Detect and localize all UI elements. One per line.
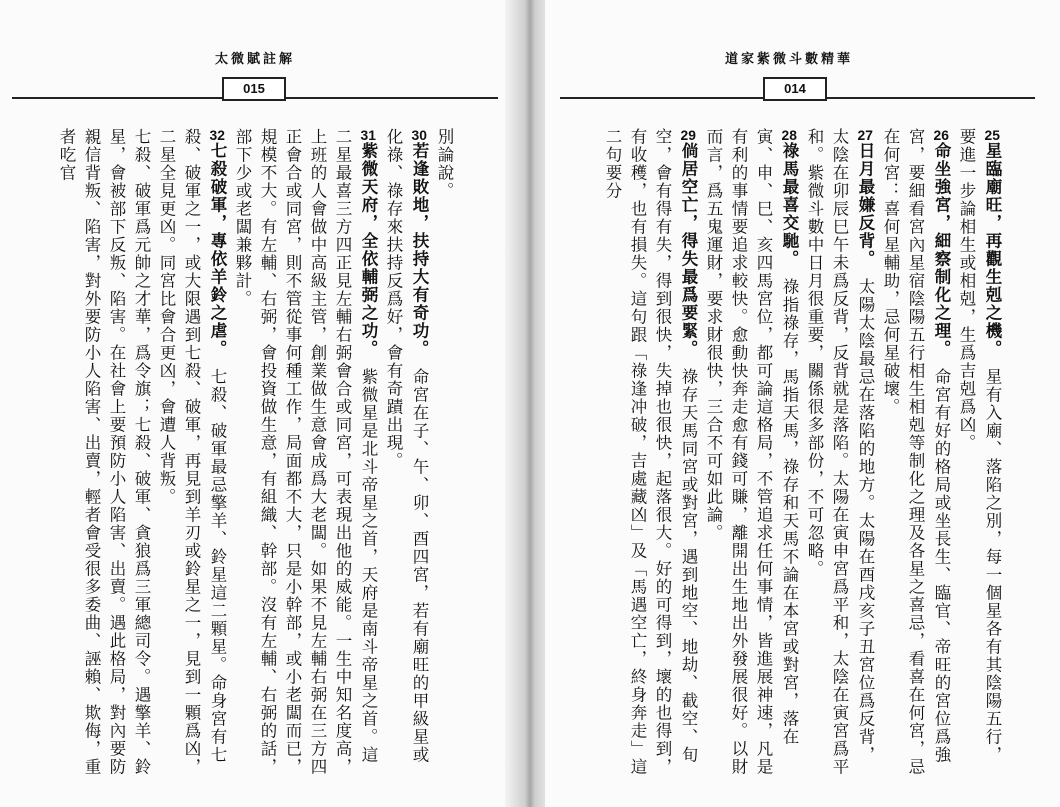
body-text [37, 128, 457, 778]
page-number: 014 [763, 77, 827, 101]
paragraph-text: 別論說。 [435, 128, 454, 200]
paragraph-heading: 日月最嫌反背。 [856, 142, 875, 260]
paragraph-text: 七殺、破軍爲元帥之才華，爲令旗；七殺、破軍、貪狼爲三軍總司令。遇擎羊、鈴星，會被部下反叛、陷害。在社會上要預防小人陷害、出賣。遇此格局，對內要防親信背叛、陷害，對外要防小人陷害、出賣，輕者會受很多委曲、誣賴、欺侮，重者吃官 [57, 128, 151, 776]
paragraph-text: 祿存天馬同宮或對宮，遇到地空、地劫、截空、旬空，會有得有失，得到很快，失掉也很快，起落很大。好的可得到，壞的也得到，有收穫，也有損失。這句跟「祿逢冲破，吉處藏凶」及「馬遇空亡，終身奔走」這二句要分 [603, 128, 698, 776]
paragraph-number: 29 [680, 128, 696, 142]
paragraph-heading: 祿馬最喜交馳。 [780, 142, 799, 260]
paragraph-heading: 命坐強宮，細察制化之理。 [932, 142, 951, 350]
paragraph-text: 七殺、破軍最忌擎羊、鈴星這二顆星。命身宮有七殺、破軍之一，或大限遇到七殺、破軍，再見到羊刃或鈴星之一，見到一顆爲凶，二星全見更凶。同宮比會合更凶，會遭人背叛。 [157, 128, 227, 776]
paragraph [54, 128, 154, 778]
paragraph [878, 128, 954, 778]
paragraph-text: 星有入廟、落陷之別，每一個星各有其陰陽五行，要進一步論相生或相剋，生爲吉剋爲凶。 [957, 128, 1002, 764]
paragraph-heading: 星臨廟旺，再觀生剋之機。 [983, 142, 1002, 350]
paragraph-number: 25 [984, 128, 1000, 142]
paragraph [954, 128, 1005, 778]
paragraph [432, 128, 457, 778]
paragraph-text: 紫微星是北斗帝星之首，天府是南斗帝星之首。這二星最喜三方四正見左輔右弼會合或同宮，可表現出他的威能。一生中知名度高，上班的人會做中高級主管，創業做生意會成爲大老闆。如果不見左輔右弼在三方四正會合或同宮，則不管從事何種工作，局面都不大，只是小幹部，或小老闆而已，規模不大。有左輔、右弼，會投資做生意，有組織、幹部。沒有左輔、右弼的話，部下少或老闆兼夥計。 [233, 128, 378, 776]
paragraph-text: 祿指祿存，馬指天馬，祿存和天馬不論在本宮或對宮，落在寅、申、巳、亥四馬宮位，都可論這格局，不管追求任何事情，皆進展神速，凡是有利的事情要追求較快。愈動快奔走愈有錢可賺，離開出生地出外發展很好。以財而言，爲五鬼運財，要求財很快，三合不可如此論。 [704, 128, 799, 776]
right-page [545, 0, 1060, 807]
paragraph-heading: 紫微天府，全依輔弼之功。 [359, 142, 378, 350]
paragraph-number: 32 [209, 128, 225, 142]
paragraph-number: 30 [411, 128, 427, 142]
paragraph [802, 128, 878, 778]
paragraph [600, 128, 701, 778]
running-title: 太微賦註解 [215, 52, 296, 67]
paragraph-text: 命宮有好的格局或坐長生、臨官、帝旺的宮位爲強宮，要細看宮內星宿陰陽五行相生相剋等制化之理及各星之喜忌，看喜在何宮，忌在何宮：喜何星輔助，忌何星破壞。 [881, 128, 951, 776]
body-text [595, 128, 1005, 778]
paragraph [230, 128, 381, 778]
paragraph-number: 28 [781, 128, 797, 142]
header-rule [286, 97, 498, 99]
paragraph-heading: 七殺破軍，專依羊鈴之虐。 [208, 142, 227, 350]
paragraph [381, 128, 432, 778]
paragraph-heading: 倘居空亡，得失最爲要緊。 [679, 142, 698, 350]
left-page [0, 0, 515, 807]
page-number: 015 [222, 77, 286, 101]
paragraph-number: 26 [933, 128, 949, 142]
paragraph-text: 太陽太陰最忌在落陷的地方。太陽在酉戌亥子丑宮位爲反背，太陰在卯辰巳午未爲反背，反背就是落陷。太陽在寅申宮爲平和，太陰在寅宮爲平和。紫微斗數中日月很重要，關係很多部份，不可忽略。 [805, 128, 875, 776]
header-rule [12, 97, 222, 99]
paragraph-number: 31 [360, 128, 376, 142]
running-title: 道家紫微斗數精華 [725, 52, 854, 67]
paragraph-number: 27 [857, 128, 873, 142]
paragraph [701, 128, 802, 778]
paragraph-text: 命宮在子、午、卯、酉四宮，若有廟旺的甲級星或化祿、祿存來扶持反爲好，會有奇蹟出現。 [384, 128, 429, 764]
header-rule [827, 97, 1035, 99]
paragraph-heading: 若逢敗地，扶持大有奇功。 [410, 142, 429, 350]
header-rule [560, 97, 763, 99]
paragraph [154, 128, 230, 778]
